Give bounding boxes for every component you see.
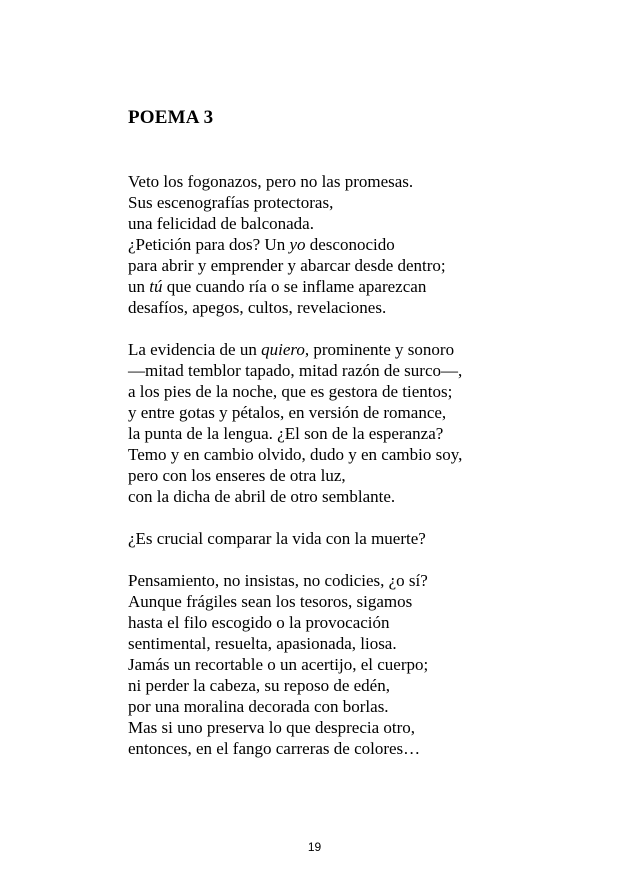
poem-line: Aunque frágiles sean los tesoros, sigamos xyxy=(128,592,413,611)
poem-stanza xyxy=(128,171,608,318)
poem-line: Mas si uno preserva lo que desprecia otro, xyxy=(128,718,416,737)
poem-line: una felicidad de balconada. xyxy=(128,214,314,233)
poem-stanza xyxy=(128,339,608,507)
poem-line: ni perder la cabeza, su reposo de edén, xyxy=(128,676,390,695)
italic-word: yo xyxy=(289,235,306,254)
poem-line: hasta el filo escogido o la provocación xyxy=(128,613,390,632)
poem-body xyxy=(128,171,608,780)
poem-line: pero con los enseres de otra luz, xyxy=(128,466,346,485)
poem-line: a los pies de la noche, que es gestora de tientos; xyxy=(128,382,453,401)
poem-line: Pensamiento, no insistas, no codicies, ¿o sí? xyxy=(128,571,428,590)
poem-line: para abrir y emprender y abarcar desde dentro; xyxy=(128,256,446,275)
poem-line: Jamás un recortable o un acertijo, el cuerpo; xyxy=(128,655,429,674)
poem-stanza xyxy=(128,528,608,549)
page-number: 19 xyxy=(307,840,322,854)
italic-word: quiero xyxy=(261,340,305,359)
poem-stanza xyxy=(128,570,608,759)
poem-line: ¿Es crucial comparar la vida con la muerte? xyxy=(128,529,426,548)
poem-line: Sus escenografías protectoras, xyxy=(128,193,334,212)
poem-line: y entre gotas y pétalos, en versión de romance, xyxy=(128,403,447,422)
poem-line: Temo y en cambio olvido, dudo y en cambio soy, xyxy=(128,445,463,464)
poem-line: —mitad temblor tapado, mitad razón de surco—, xyxy=(128,361,463,380)
italic-word: tú xyxy=(149,277,163,296)
poem-line: por una moralina decorada con borlas. xyxy=(128,697,389,716)
poem-title: POEMA 3 xyxy=(128,107,214,128)
poem-line: La evidencia de un quiero, prominente y sonoro xyxy=(128,340,455,359)
poem-line: desafíos, apegos, cultos, revelaciones. xyxy=(128,298,387,317)
poem-line: ¿Petición para dos? Un yo desconocido xyxy=(128,235,395,254)
poem-line: un tú que cuando ría o se inflame aparezcan xyxy=(128,277,427,296)
poem-line: Veto los fogonazos, pero no las promesas. xyxy=(128,172,414,191)
poem-line: entonces, en el fango carreras de colores… xyxy=(128,739,421,758)
poem-line: la punta de la lengua. ¿El son de la esperanza? xyxy=(128,424,444,443)
poem-line: con la dicha de abril de otro semblante. xyxy=(128,487,396,506)
poem-line: sentimental, resuelta, apasionada, liosa. xyxy=(128,634,397,653)
